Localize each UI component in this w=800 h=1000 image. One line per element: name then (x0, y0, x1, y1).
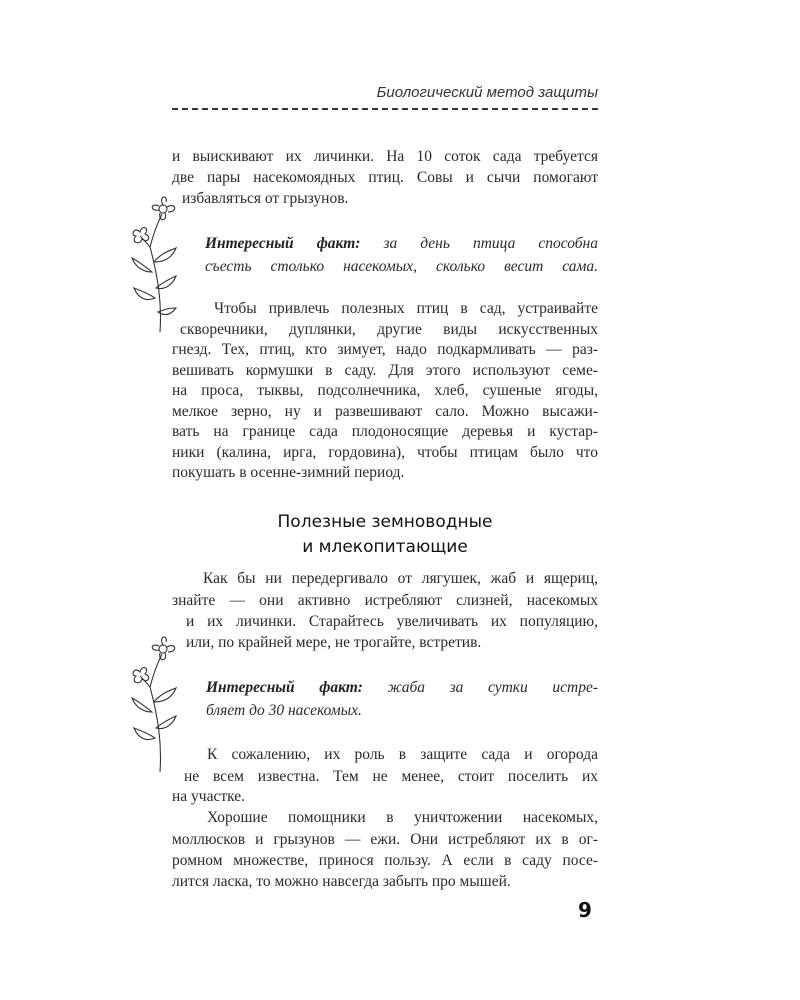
text-line: и их личинки. Старайтесь увеличивать их популяцию, (186, 613, 598, 630)
fact-line: бляет до 30 насекомых. (206, 702, 362, 719)
text-line: и выискивают их личинки. На 10 соток сада требуется (172, 148, 598, 165)
text-line: вешивать кормушки в саду. Для этого используют семе- (172, 362, 598, 379)
text-line: К сожалению, их роль в защите сада и огорода (207, 746, 598, 763)
text-line: или, по крайней мере, не трогайте, встретив. (186, 634, 482, 651)
text-line: скворечники, дуплянки, другие виды искусственных (180, 321, 598, 338)
page-number: 9 (578, 898, 592, 922)
text-line: покушать в осенне-зимний период. (172, 464, 405, 481)
fact-line (206, 678, 598, 698)
fact-text: жаба за сутки истре- (387, 679, 598, 696)
running-head: Биологический метод защиты (376, 84, 598, 101)
section-heading-line: и млекопитающие (302, 537, 468, 557)
text-line: гнезд. Тех, птиц, кто зимует, надо подкармливать — раз- (172, 341, 598, 358)
text-line: ники (калина, ирга, гордовина), чтобы птицам было что (172, 444, 598, 461)
text-line: моллюсков и грызунов — ежи. Они истребляют их в ог- (172, 831, 598, 848)
text-line: на участке. (172, 788, 246, 805)
fact-label: Интересный факт: (206, 679, 363, 696)
text-line: Чтобы привлечь полезных птиц в сад, устраивайте (214, 300, 598, 317)
text-line: две пары насекомоядных птиц. Совы и сычи помогают (172, 169, 598, 186)
text-line: вать на границе сада плодоносящие деревья и кустар- (172, 423, 598, 440)
text-line: на проса, тыквы, подсолнечника, хлеб, сушеные ягоды, (172, 382, 598, 399)
text-line: ромном множестве, принося пользу. А если в саду посе- (172, 852, 598, 869)
text-line: знайте — они активно истребляют слизней, насекомых (172, 592, 598, 609)
flower-illustration-icon (128, 192, 188, 337)
fact-text: за день птица способна (383, 235, 598, 252)
text-line: Как бы ни передергивало от лягушек, жаб и ящериц, (203, 570, 598, 587)
text-line: не всем известна. Тем не менее, стоит поселить их (184, 768, 598, 785)
text-line: мелкое зерно, ну и развешивают сало. Можно высажи- (172, 403, 598, 420)
header-divider (172, 108, 598, 110)
fact-label: Интересный факт: (205, 235, 361, 252)
fact-line: съесть столько насекомых, сколько весит сама. (205, 258, 598, 275)
text-line: Хорошие помощники в уничтожении насекомых, (207, 809, 598, 826)
flower-illustration-icon (128, 632, 188, 777)
fact-line (205, 234, 598, 254)
text-line: избавляться от грызунов. (182, 190, 349, 207)
text-line: лится ласка, то можно навсегда забыть про мышей. (172, 873, 511, 890)
section-heading-line: Полезные земноводные (277, 512, 493, 532)
